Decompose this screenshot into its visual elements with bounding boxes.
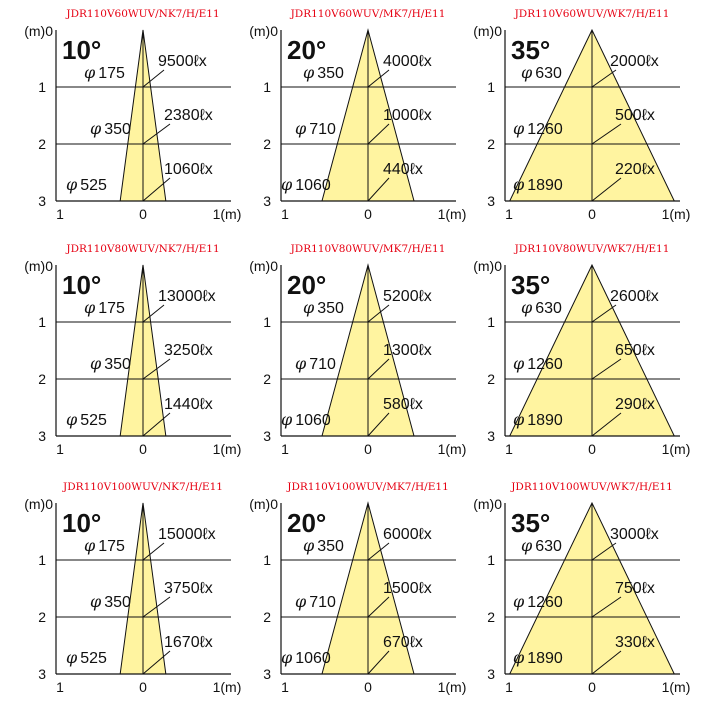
diameter-value: 350 <box>317 65 344 82</box>
lux-unit: ℓx <box>199 342 213 359</box>
panel-title: JDR110V80WUV/MK7/H/E11 <box>290 243 446 255</box>
x-label-left: 1 <box>505 679 513 695</box>
lux-unit: ℓx <box>418 53 432 70</box>
illuminance-value: 15000 <box>158 526 203 543</box>
illuminance-value: 650 <box>615 342 642 359</box>
lux-unit: ℓx <box>199 161 213 178</box>
diameter-label <box>295 354 336 373</box>
panel-9 <box>473 481 690 695</box>
panel-title: JDR110V100WUV/WK7/H/E11 <box>511 481 673 493</box>
depth-label: 1 <box>487 552 495 568</box>
depth-label: 2 <box>38 609 46 625</box>
panel-title: JDR110V80WUV/WK7/H/E11 <box>514 243 670 255</box>
illuminance-label <box>615 396 655 413</box>
diameter-value: 525 <box>80 177 107 194</box>
diameter-value: 1260 <box>527 356 563 373</box>
depth-label-origin: (m)0 <box>24 258 53 274</box>
x-label-center: 0 <box>588 679 596 695</box>
beam-angle: 20° <box>287 508 327 538</box>
lux-unit: ℓx <box>641 161 655 178</box>
x-label-left: 1 <box>505 206 513 222</box>
diameter-value: 1890 <box>527 650 563 667</box>
lux-unit: ℓx <box>202 526 216 543</box>
diameter-label <box>513 175 563 194</box>
illuminance-value: 3250 <box>164 342 200 359</box>
depth-label-origin: (m)0 <box>249 496 278 512</box>
lux-unit: ℓx <box>418 526 432 543</box>
x-label-left: 1 <box>505 441 513 457</box>
diameter-value: 630 <box>535 300 562 317</box>
illuminance-label <box>610 526 659 543</box>
diameter-value: 710 <box>309 121 336 138</box>
illuminance-label <box>164 161 213 178</box>
x-label-center: 0 <box>588 206 596 222</box>
diameter-label <box>303 63 344 82</box>
panel-5 <box>249 243 466 457</box>
illuminance-label <box>164 107 213 124</box>
lux-unit: ℓx <box>409 634 423 651</box>
illuminance-label <box>615 107 655 124</box>
diameter-value: 350 <box>104 594 131 611</box>
diameter-label <box>90 592 131 611</box>
lux-unit: ℓx <box>418 288 432 305</box>
diameter-value: 1260 <box>527 121 563 138</box>
depth-label: 1 <box>38 314 46 330</box>
x-label-right: 1(m) <box>212 679 242 695</box>
x-label-center: 0 <box>139 206 147 222</box>
depth-label-origin: (m)0 <box>473 496 502 512</box>
panel-title: JDR110V60WUV/MK7/H/E11 <box>290 8 446 20</box>
depth-label-origin: (m)0 <box>249 23 278 39</box>
lux-unit: ℓx <box>193 53 207 70</box>
lux-unit: ℓx <box>199 396 213 413</box>
diameter-value: 525 <box>80 650 107 667</box>
diameter-value: 630 <box>535 538 562 555</box>
diameter-label <box>513 354 563 373</box>
panel-title: JDR110V80WUV/NK7/H/E11 <box>66 243 220 255</box>
illuminance-label <box>383 53 432 70</box>
depth-label: 1 <box>38 79 46 95</box>
lux-unit: ℓx <box>645 288 659 305</box>
diameter-label <box>281 648 331 667</box>
illuminance-value: 1500 <box>383 580 419 597</box>
depth-label-origin: (m)0 <box>24 496 53 512</box>
depth-label: 3 <box>38 666 46 682</box>
lux-unit: ℓx <box>199 580 213 597</box>
diameter-value: 1060 <box>295 412 331 429</box>
diameter-label <box>281 175 331 194</box>
depth-label: 3 <box>38 193 46 209</box>
illuminance-value: 2000 <box>610 53 646 70</box>
diameter-label <box>84 63 125 82</box>
panel-2 <box>249 8 466 222</box>
phi-symbol: φ <box>90 592 102 611</box>
diameter-label <box>90 354 131 373</box>
illuminance-label <box>383 580 432 597</box>
depth-label: 3 <box>487 666 495 682</box>
phi-symbol: φ <box>513 354 525 373</box>
panel-4 <box>24 243 241 457</box>
phi-symbol: φ <box>295 119 307 138</box>
x-label-right: 1(m) <box>212 206 242 222</box>
illuminance-value: 9500 <box>158 53 194 70</box>
phi-symbol: φ <box>281 410 293 429</box>
x-label-left: 1 <box>56 679 64 695</box>
beam-angle: 35° <box>511 270 551 300</box>
x-label-center: 0 <box>364 441 372 457</box>
diameter-value: 1890 <box>527 177 563 194</box>
illuminance-value: 5200 <box>383 288 419 305</box>
illuminance-value: 580 <box>383 396 410 413</box>
diameter-label <box>295 119 336 138</box>
depth-label: 2 <box>487 136 495 152</box>
diameter-value: 1060 <box>295 650 331 667</box>
illuminance-value: 2380 <box>164 107 200 124</box>
lux-unit: ℓx <box>199 107 213 124</box>
depth-label: 3 <box>263 666 271 682</box>
depth-label: 1 <box>487 314 495 330</box>
diameter-value: 350 <box>104 121 131 138</box>
illuminance-value: 1300 <box>383 342 419 359</box>
phi-symbol: φ <box>66 648 78 667</box>
phi-symbol: φ <box>521 298 533 317</box>
depth-label: 3 <box>38 428 46 444</box>
illuminance-value: 330 <box>615 634 642 651</box>
panel-7 <box>24 481 241 695</box>
illuminance-label <box>383 342 432 359</box>
diameter-label <box>84 536 125 555</box>
diameter-value: 630 <box>535 65 562 82</box>
diameter-label <box>281 410 331 429</box>
phi-symbol: φ <box>521 63 533 82</box>
beam-angle: 10° <box>62 270 102 300</box>
lux-unit: ℓx <box>409 396 423 413</box>
illuminance-value: 13000 <box>158 288 203 305</box>
lux-unit: ℓx <box>418 580 432 597</box>
illuminance-label <box>158 526 216 543</box>
illuminance-label <box>383 107 432 124</box>
beam-angle: 20° <box>287 270 327 300</box>
diameter-value: 175 <box>98 300 125 317</box>
diameter-value: 175 <box>98 538 125 555</box>
illuminance-label <box>615 580 655 597</box>
diameter-value: 350 <box>317 300 344 317</box>
illuminance-value: 2600 <box>610 288 646 305</box>
diameter-label <box>84 298 125 317</box>
illuminance-label <box>164 396 213 413</box>
lux-unit: ℓx <box>418 342 432 359</box>
beam-angle: 10° <box>62 508 102 538</box>
phi-symbol: φ <box>513 175 525 194</box>
diameter-label <box>66 410 107 429</box>
x-label-center: 0 <box>139 679 147 695</box>
illuminance-value: 290 <box>615 396 642 413</box>
depth-label: 2 <box>38 371 46 387</box>
depth-label: 2 <box>263 136 271 152</box>
phi-symbol: φ <box>295 592 307 611</box>
x-label-right: 1(m) <box>437 206 467 222</box>
depth-label: 3 <box>487 193 495 209</box>
diameter-value: 350 <box>104 356 131 373</box>
diameter-value: 525 <box>80 412 107 429</box>
illuminance-label <box>383 161 423 178</box>
panel-title: JDR110V100WUV/NK7/H/E11 <box>63 481 223 493</box>
panel-title: JDR110V60WUV/WK7/H/E11 <box>514 8 670 20</box>
beam-angle: 10° <box>62 35 102 65</box>
phi-symbol: φ <box>303 536 315 555</box>
illuminance-label <box>615 342 655 359</box>
x-label-left: 1 <box>56 441 64 457</box>
diameter-label <box>513 648 563 667</box>
x-label-center: 0 <box>588 441 596 457</box>
illuminance-label <box>158 53 207 70</box>
depth-label: 1 <box>263 79 271 95</box>
x-label-right: 1(m) <box>661 679 691 695</box>
lux-unit: ℓx <box>641 107 655 124</box>
diameter-label <box>90 119 131 138</box>
x-label-center: 0 <box>364 679 372 695</box>
depth-label: 2 <box>487 609 495 625</box>
phi-symbol: φ <box>66 410 78 429</box>
phi-symbol: φ <box>513 648 525 667</box>
diameter-label <box>66 648 107 667</box>
depth-label-origin: (m)0 <box>473 258 502 274</box>
depth-label: 1 <box>263 552 271 568</box>
phi-symbol: φ <box>295 354 307 373</box>
phi-symbol: φ <box>90 354 102 373</box>
beam-angle: 20° <box>287 35 327 65</box>
phi-symbol: φ <box>303 63 315 82</box>
lux-unit: ℓx <box>199 634 213 651</box>
illuminance-label <box>383 396 423 413</box>
illuminance-label <box>164 634 213 651</box>
illuminance-label <box>164 342 213 359</box>
depth-label: 3 <box>263 193 271 209</box>
phi-symbol: φ <box>90 119 102 138</box>
illuminance-label <box>615 161 655 178</box>
beam-angle: 35° <box>511 35 551 65</box>
x-label-center: 0 <box>364 206 372 222</box>
illuminance-label <box>383 288 432 305</box>
illuminance-value: 6000 <box>383 526 419 543</box>
x-label-right: 1(m) <box>212 441 242 457</box>
x-label-left: 1 <box>281 441 289 457</box>
diameter-label <box>66 175 107 194</box>
diameter-value: 1890 <box>527 412 563 429</box>
phi-symbol: φ <box>513 410 525 429</box>
illuminance-value: 1670 <box>164 634 200 651</box>
diameter-label <box>521 298 562 317</box>
depth-label: 1 <box>263 314 271 330</box>
illuminance-label <box>158 288 216 305</box>
illuminance-label <box>164 580 213 597</box>
depth-label-origin: (m)0 <box>24 23 53 39</box>
diameter-value: 175 <box>98 65 125 82</box>
diameter-label <box>303 536 344 555</box>
x-label-left: 1 <box>281 679 289 695</box>
x-label-left: 1 <box>281 206 289 222</box>
diameter-label <box>521 63 562 82</box>
diameter-label <box>513 592 563 611</box>
diameter-value: 350 <box>317 538 344 555</box>
depth-label: 3 <box>263 428 271 444</box>
lux-unit: ℓx <box>409 161 423 178</box>
illuminance-label <box>383 634 423 651</box>
depth-label-origin: (m)0 <box>473 23 502 39</box>
depth-label: 1 <box>38 552 46 568</box>
phi-symbol: φ <box>513 119 525 138</box>
depth-label: 3 <box>487 428 495 444</box>
depth-label-origin: (m)0 <box>249 258 278 274</box>
illuminance-label <box>383 526 432 543</box>
lux-unit: ℓx <box>645 526 659 543</box>
lux-unit: ℓx <box>202 288 216 305</box>
x-label-center: 0 <box>139 441 147 457</box>
phi-symbol: φ <box>66 175 78 194</box>
illuminance-value: 1440 <box>164 396 200 413</box>
x-label-left: 1 <box>56 206 64 222</box>
illuminance-value: 220 <box>615 161 642 178</box>
panel-1 <box>24 8 241 222</box>
phi-symbol: φ <box>521 536 533 555</box>
beam-angle: 35° <box>511 508 551 538</box>
illuminance-value: 3000 <box>610 526 646 543</box>
diameter-value: 710 <box>309 356 336 373</box>
lux-unit: ℓx <box>645 53 659 70</box>
lux-unit: ℓx <box>641 634 655 651</box>
x-label-right: 1(m) <box>437 441 467 457</box>
depth-label: 1 <box>487 79 495 95</box>
lux-unit: ℓx <box>641 580 655 597</box>
depth-label: 2 <box>263 371 271 387</box>
phi-symbol: φ <box>84 536 96 555</box>
panel-title: JDR110V60WUV/NK7/H/E11 <box>66 8 220 20</box>
diameter-value: 710 <box>309 594 336 611</box>
illuminance-value: 500 <box>615 107 642 124</box>
diameter-label <box>513 119 563 138</box>
illuminance-value: 4000 <box>383 53 419 70</box>
illuminance-value: 750 <box>615 580 642 597</box>
x-label-right: 1(m) <box>437 679 467 695</box>
depth-label: 2 <box>487 371 495 387</box>
phi-symbol: φ <box>303 298 315 317</box>
illuminance-value: 1000 <box>383 107 419 124</box>
diameter-label <box>521 536 562 555</box>
lux-unit: ℓx <box>641 342 655 359</box>
panel-title: JDR110V100WUV/MK7/H/E11 <box>287 481 449 493</box>
diameter-value: 1060 <box>295 177 331 194</box>
panel-3 <box>473 8 690 222</box>
illuminance-value: 440 <box>383 161 410 178</box>
illuminance-label <box>615 634 655 651</box>
diameter-label <box>303 298 344 317</box>
illuminance-value: 1060 <box>164 161 200 178</box>
phi-symbol: φ <box>84 63 96 82</box>
x-label-right: 1(m) <box>661 441 691 457</box>
diameter-value: 1260 <box>527 594 563 611</box>
panel-6 <box>473 243 690 457</box>
phi-symbol: φ <box>84 298 96 317</box>
phi-symbol: φ <box>513 592 525 611</box>
phi-symbol: φ <box>281 175 293 194</box>
diameter-label <box>295 592 336 611</box>
lux-unit: ℓx <box>418 107 432 124</box>
lux-unit: ℓx <box>641 396 655 413</box>
panel-8 <box>249 481 466 695</box>
depth-label: 2 <box>263 609 271 625</box>
diameter-label <box>513 410 563 429</box>
illuminance-value: 3750 <box>164 580 200 597</box>
illuminance-value: 670 <box>383 634 410 651</box>
illuminance-label <box>610 288 659 305</box>
depth-label: 2 <box>38 136 46 152</box>
x-label-right: 1(m) <box>661 206 691 222</box>
phi-symbol: φ <box>281 648 293 667</box>
illuminance-label <box>610 53 659 70</box>
